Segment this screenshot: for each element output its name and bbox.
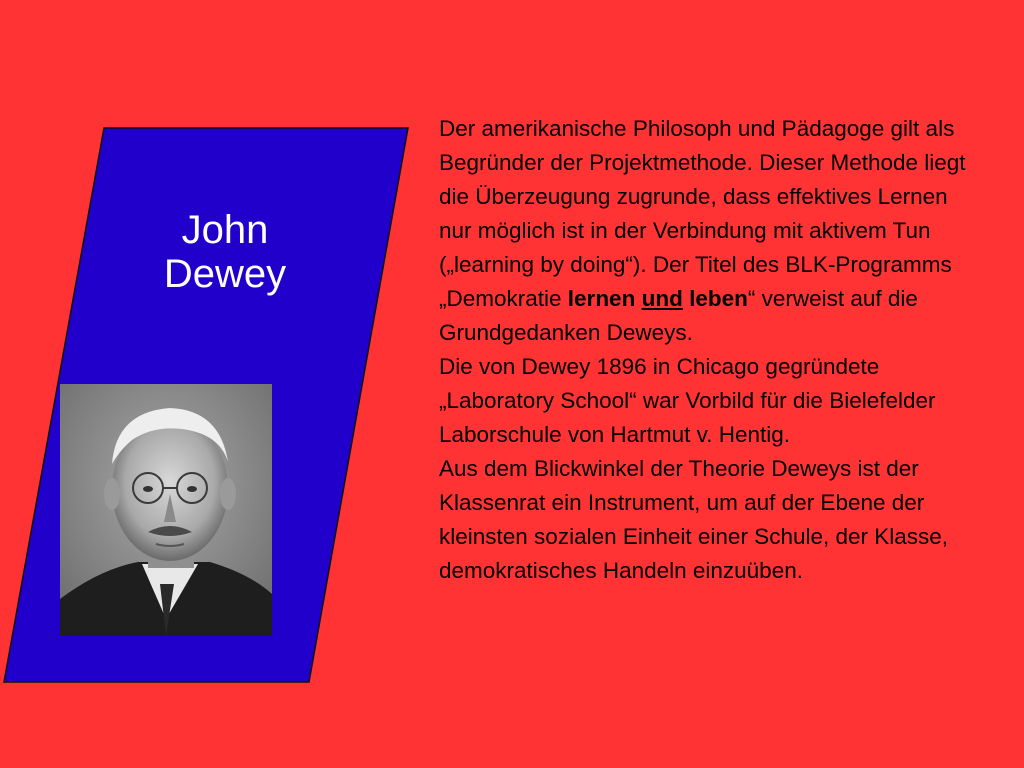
title-line-first-name: John: [181, 208, 269, 252]
paragraph1-text-after: “ verweist auf die Grundgedanken Deweys.: [439, 286, 918, 345]
bold-word-lernen: lernen: [567, 286, 636, 311]
title-line-last-name: Dewey: [163, 252, 287, 296]
paragraph-projektmethode: [439, 112, 984, 350]
portrait-photo: [60, 384, 272, 636]
paragraph-laboratory-school: Die von Dewey 1896 in Chicago gegründete „Laboratory School“ war Vorbild für die Bielefelder Laborschule von Hartmut v. Hentig.: [439, 354, 936, 447]
slide-title: [140, 208, 310, 296]
paragraph1-text-before: Der amerikanische Philosoph und Pädagoge gilt als Begründer der Projektmethode. Dieser Methode liegt die Überzeugung zugrunde, dass effektives Lernen nur möglich ist in der Verbindung mit aktivem Tun („learning by doing“). Der Titel des BLK-Programms „Demokratie: [439, 116, 966, 311]
body-text: [439, 112, 984, 588]
paragraph-klassenrat: Aus dem Blickwinkel der Theorie Deweys ist der Klassenrat ein Instrument, um auf der Ebene der kleinsten sozialen Einheit einer Schule, der Klasse, demokratisches Handeln einzuüben.: [439, 456, 949, 583]
portrait-photo-icon: [60, 384, 272, 636]
bold-underlined-word-und: und: [641, 286, 683, 311]
bold-word-leben: leben: [689, 286, 748, 311]
